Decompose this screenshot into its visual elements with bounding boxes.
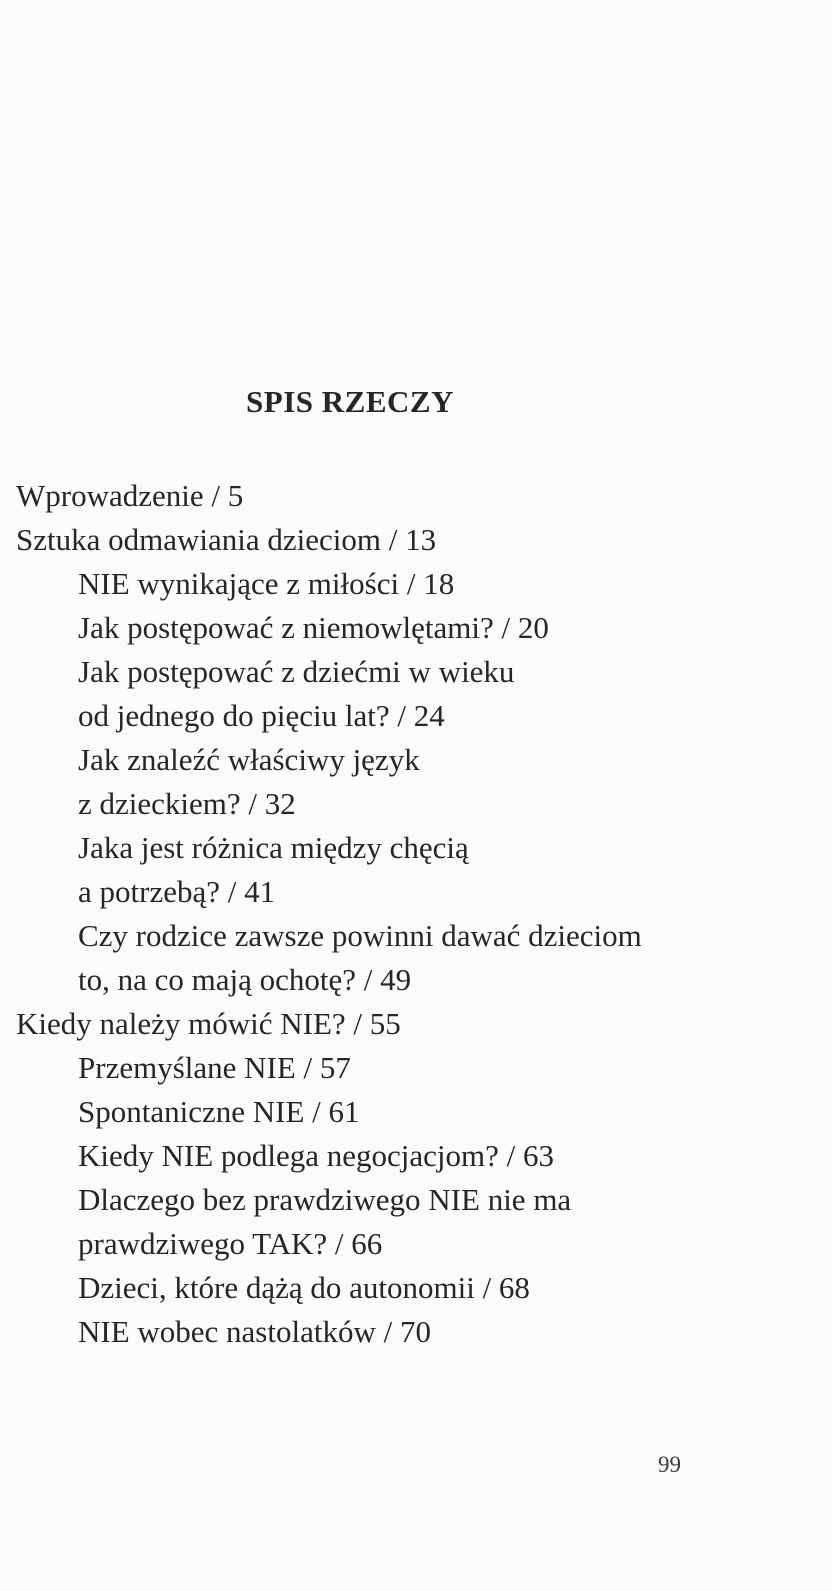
toc-entry: Jak postępować z niemowlętami? / 20 — [78, 610, 549, 645]
toc-entry: Kiedy należy mówić NIE? / 55 — [16, 1006, 401, 1041]
toc-entry: Spontaniczne NIE / 61 — [78, 1094, 360, 1129]
toc-entry: Jak postępować z dziećmi w wieku — [78, 654, 515, 689]
toc-entry: Sztuka odmawiania dzieciom / 13 — [16, 522, 437, 557]
toc-entry: od jednego do pięciu lat? / 24 — [78, 698, 445, 733]
toc-entry: Jaka jest różnica między chęcią — [78, 830, 469, 865]
toc-entry: prawdziwego TAK? / 66 — [78, 1226, 383, 1261]
toc-entry: NIE wobec nastolatków / 70 — [78, 1314, 431, 1349]
page-number: 99 — [658, 1452, 681, 1477]
toc-entry: Dlaczego bez prawdziwego NIE nie ma — [78, 1182, 572, 1217]
toc-entry: Dzieci, które dążą do autonomii / 68 — [78, 1270, 530, 1305]
toc-entry: a potrzebą? / 41 — [78, 874, 276, 909]
toc-entry: Przemyślane NIE / 57 — [78, 1050, 351, 1085]
toc-entry: Wprowadzenie / 5 — [16, 478, 244, 513]
toc-entry: Kiedy NIE podlega negocjacjom? / 63 — [78, 1138, 555, 1173]
page-title: SPIS RZECZY — [246, 384, 454, 419]
toc-entry: Jak znaleźć właściwy język — [78, 742, 420, 777]
table-of-contents — [16, 474, 816, 1354]
toc-entry: to, na co mają ochotę? / 49 — [78, 962, 412, 997]
toc-entry: z dzieckiem? / 32 — [78, 786, 296, 821]
toc-entry: Czy rodzice zawsze powinni dawać dzieciom — [78, 918, 642, 953]
toc-entry: NIE wynikające z miłości / 18 — [78, 566, 455, 601]
